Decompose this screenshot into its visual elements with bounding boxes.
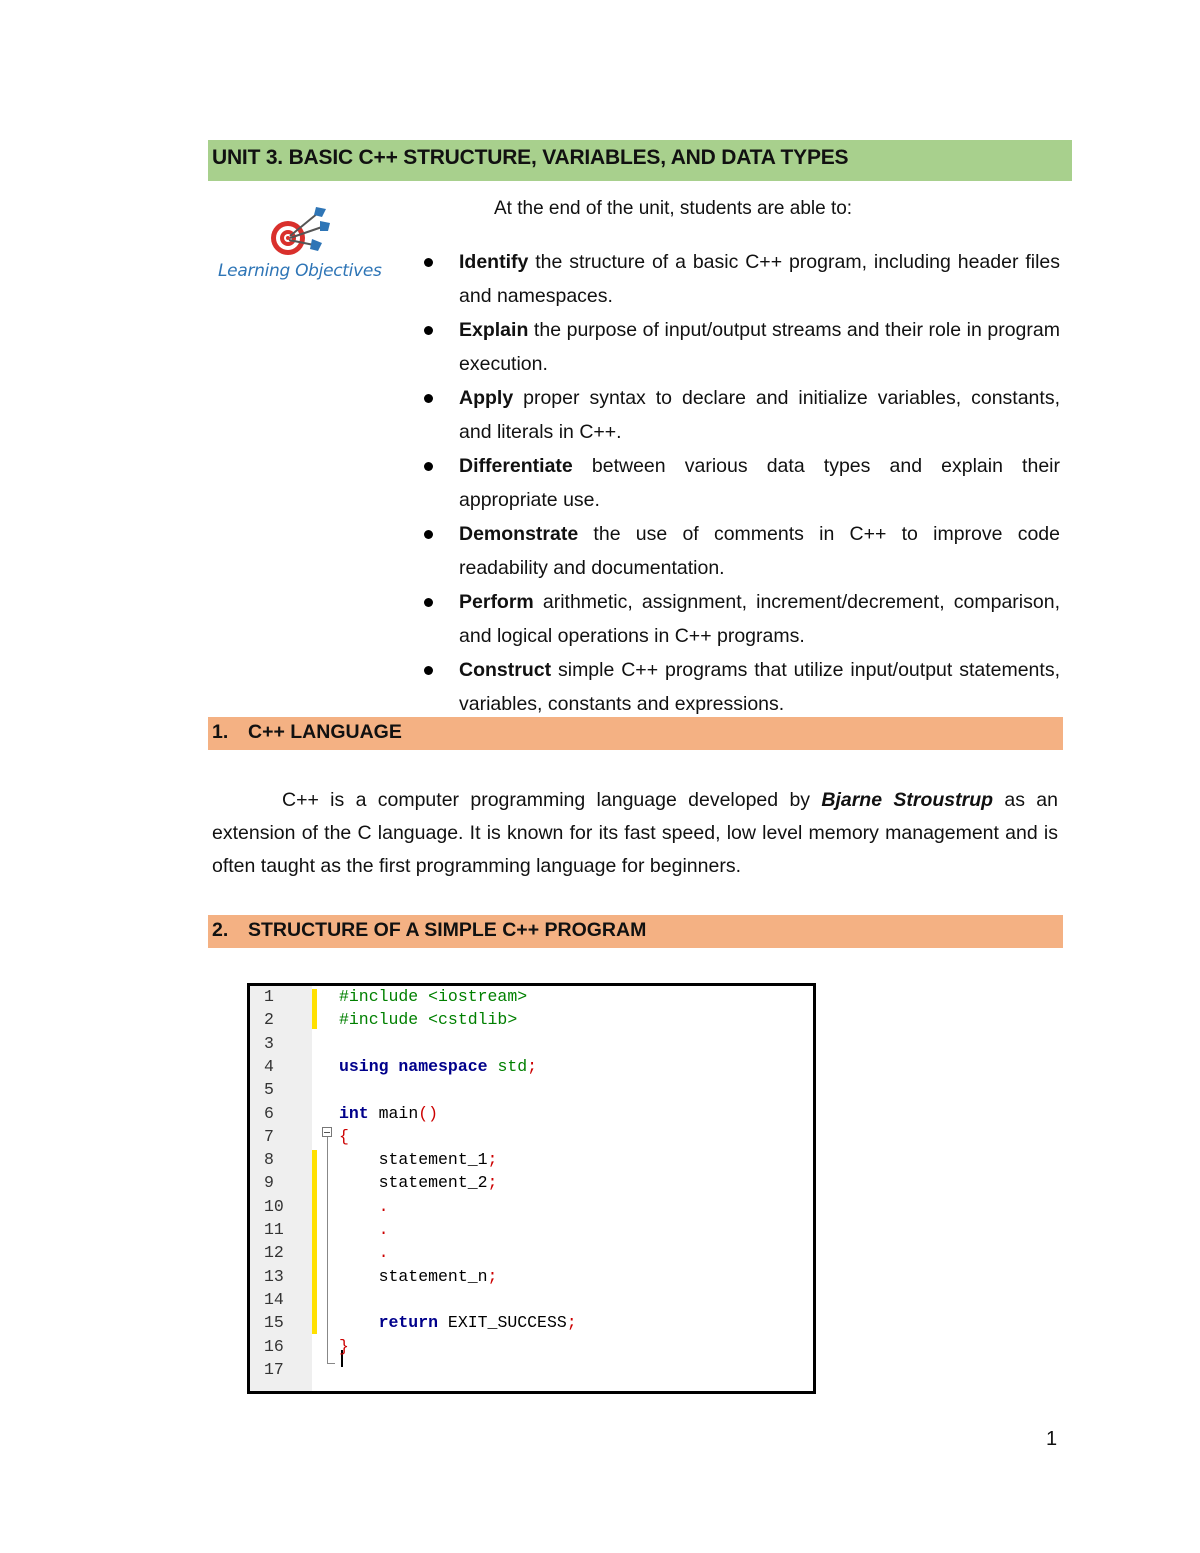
- code-text: [339, 1173, 497, 1192]
- line-number: 13: [264, 1266, 284, 1286]
- page-number: 1: [1046, 1428, 1058, 1450]
- line-number: 10: [264, 1196, 284, 1216]
- target-with-darts-icon: [218, 205, 388, 261]
- code-line: [250, 1197, 813, 1220]
- bullet-icon: [424, 598, 433, 607]
- code-token: #include <iostream>: [339, 987, 528, 1006]
- code-token: #include <cstdlib>: [339, 1010, 518, 1030]
- objective-verb: Apply: [459, 387, 514, 409]
- code-text: [339, 1197, 389, 1216]
- code-token: statement_1: [339, 1150, 488, 1170]
- objective-text: the structure of a basic C++ program, including header files and namespaces.: [459, 251, 1060, 307]
- objective-item: [424, 450, 1060, 517]
- code-token: int: [339, 1103, 369, 1123]
- line-number: 3: [264, 1033, 274, 1053]
- code-token: ;: [487, 1266, 498, 1286]
- objective-text: proper syntax to declare and initialize variables, constants, and literals in C++.: [459, 387, 1060, 443]
- objective-verb: Construct: [459, 659, 552, 681]
- objective-item: [424, 246, 1060, 313]
- code-token: }: [339, 1336, 349, 1356]
- code-editor: [247, 983, 816, 1394]
- objective-verb: Demonstrate: [459, 523, 579, 545]
- objective-text: arithmetic, assignment, increment/decrement, comparison, and logical operations in C++ programs.: [459, 591, 1060, 647]
- bullet-icon: [424, 530, 433, 539]
- code-line: [250, 1360, 813, 1383]
- objectives-intro: At the end of the unit, students are able to:: [494, 198, 853, 219]
- code-text: [339, 1104, 438, 1123]
- code-text: [339, 1010, 517, 1029]
- objective-verb: Perform: [459, 591, 534, 613]
- code-text: [339, 1150, 497, 1169]
- objective-item: [424, 382, 1060, 449]
- objective-verb: Explain: [459, 319, 529, 341]
- objective-verb: Identify: [459, 251, 529, 273]
- learning-objectives-logo: [218, 205, 388, 293]
- line-number: 8: [264, 1150, 274, 1170]
- bullet-icon: [424, 666, 433, 675]
- objective-verb: Differentiate: [459, 455, 573, 477]
- objective-text: simple C++ programs that utilize input/output statements, variables, constants and expressions.: [459, 659, 1060, 715]
- objective-item: [424, 586, 1060, 653]
- code-token: std: [497, 1056, 528, 1076]
- line-number: 11: [264, 1220, 284, 1239]
- code-text: [339, 1127, 349, 1146]
- line-number: 4: [264, 1056, 274, 1076]
- bullet-icon: [424, 462, 433, 471]
- code-token: ;: [527, 1056, 538, 1076]
- line-number: 7: [264, 1126, 274, 1146]
- code-token: {: [339, 1126, 349, 1146]
- line-number: 17: [264, 1359, 284, 1379]
- section-number: 1.: [212, 721, 229, 743]
- code-token: .: [339, 1243, 389, 1263]
- line-number: 12: [264, 1243, 284, 1263]
- code-line: [250, 1337, 813, 1360]
- line-number: 2: [264, 1010, 274, 1030]
- code-text: [339, 1313, 577, 1332]
- code-line: [250, 1173, 813, 1196]
- code-token: return: [339, 1313, 439, 1333]
- code-token: .: [339, 1220, 389, 1239]
- code-line: [250, 1080, 813, 1103]
- code-text: [339, 987, 527, 1006]
- line-number: 6: [264, 1103, 274, 1123]
- line-number: 15: [264, 1313, 284, 1333]
- code-token: .: [339, 1196, 389, 1216]
- code-line: [250, 1290, 813, 1313]
- code-line: [250, 1243, 813, 1266]
- code-text: [339, 1267, 497, 1286]
- section-title: STRUCTURE OF A SIMPLE C++ PROGRAM: [248, 919, 647, 941]
- code-token: (): [418, 1103, 439, 1123]
- code-line: [250, 1057, 813, 1080]
- code-line: [250, 1127, 813, 1150]
- code-token: statement_2: [339, 1173, 488, 1193]
- bullet-icon: [424, 326, 433, 335]
- logo-text: Learning Objectives: [218, 261, 382, 281]
- author-name: Bjarne Stroustrup: [821, 789, 994, 811]
- code-line: [250, 1220, 813, 1243]
- objective-item: [424, 518, 1060, 585]
- code-token: ;: [487, 1150, 498, 1170]
- code-line: [250, 1313, 813, 1336]
- para-text: as an extension of the C language. It is known for its fast speed, low level memory management and is often taught as the first programming language for beginners.: [212, 789, 1058, 877]
- bullet-icon: [424, 394, 433, 403]
- code-line: [250, 1034, 813, 1057]
- objective-text: between various data types and explain their appropriate use.: [459, 455, 1060, 511]
- code-token: using namespace: [339, 1056, 488, 1076]
- code-line: [250, 1104, 813, 1127]
- line-number: 5: [264, 1080, 274, 1100]
- code-token: ;: [487, 1173, 498, 1193]
- code-token: EXIT_SUCCESS: [438, 1313, 567, 1333]
- objective-item: [424, 654, 1060, 721]
- objective-text: the use of comments in C++ to improve code readability and documentation.: [459, 523, 1060, 579]
- unit-title: UNIT 3. BASIC C++ STRUCTURE, VARIABLES, AND DATA TYPES: [208, 140, 1072, 181]
- para-text: C++ is a computer programming language developed by: [282, 789, 822, 811]
- bullet-icon: [424, 258, 433, 267]
- code-token: statement_n: [339, 1266, 488, 1286]
- code-text: [339, 1243, 389, 1262]
- line-number: 16: [264, 1336, 284, 1356]
- code-text: [339, 1057, 537, 1076]
- line-number: 14: [264, 1289, 284, 1309]
- section-number: 2.: [212, 919, 229, 941]
- code-line: [250, 1150, 813, 1173]
- line-number: 1: [264, 987, 274, 1006]
- cpp-language-paragraph: [212, 784, 1058, 883]
- code-text: [339, 1220, 389, 1239]
- line-number: 9: [264, 1173, 274, 1193]
- objective-text: the purpose of input/output streams and their role in program execution.: [459, 319, 1060, 375]
- code-line: [250, 1267, 813, 1290]
- code-text: [339, 1337, 349, 1356]
- section-heading-structure: [208, 915, 1063, 948]
- section-heading-cpp-language: [208, 717, 1063, 750]
- section-title: C++ LANGUAGE: [248, 721, 402, 743]
- code-line: [250, 1010, 813, 1033]
- code-token: main: [368, 1103, 419, 1123]
- code-token: ;: [566, 1313, 577, 1333]
- code-line: [250, 987, 813, 1010]
- code-token: [488, 1057, 498, 1076]
- objective-item: [424, 314, 1060, 381]
- objectives-list: [424, 246, 1060, 722]
